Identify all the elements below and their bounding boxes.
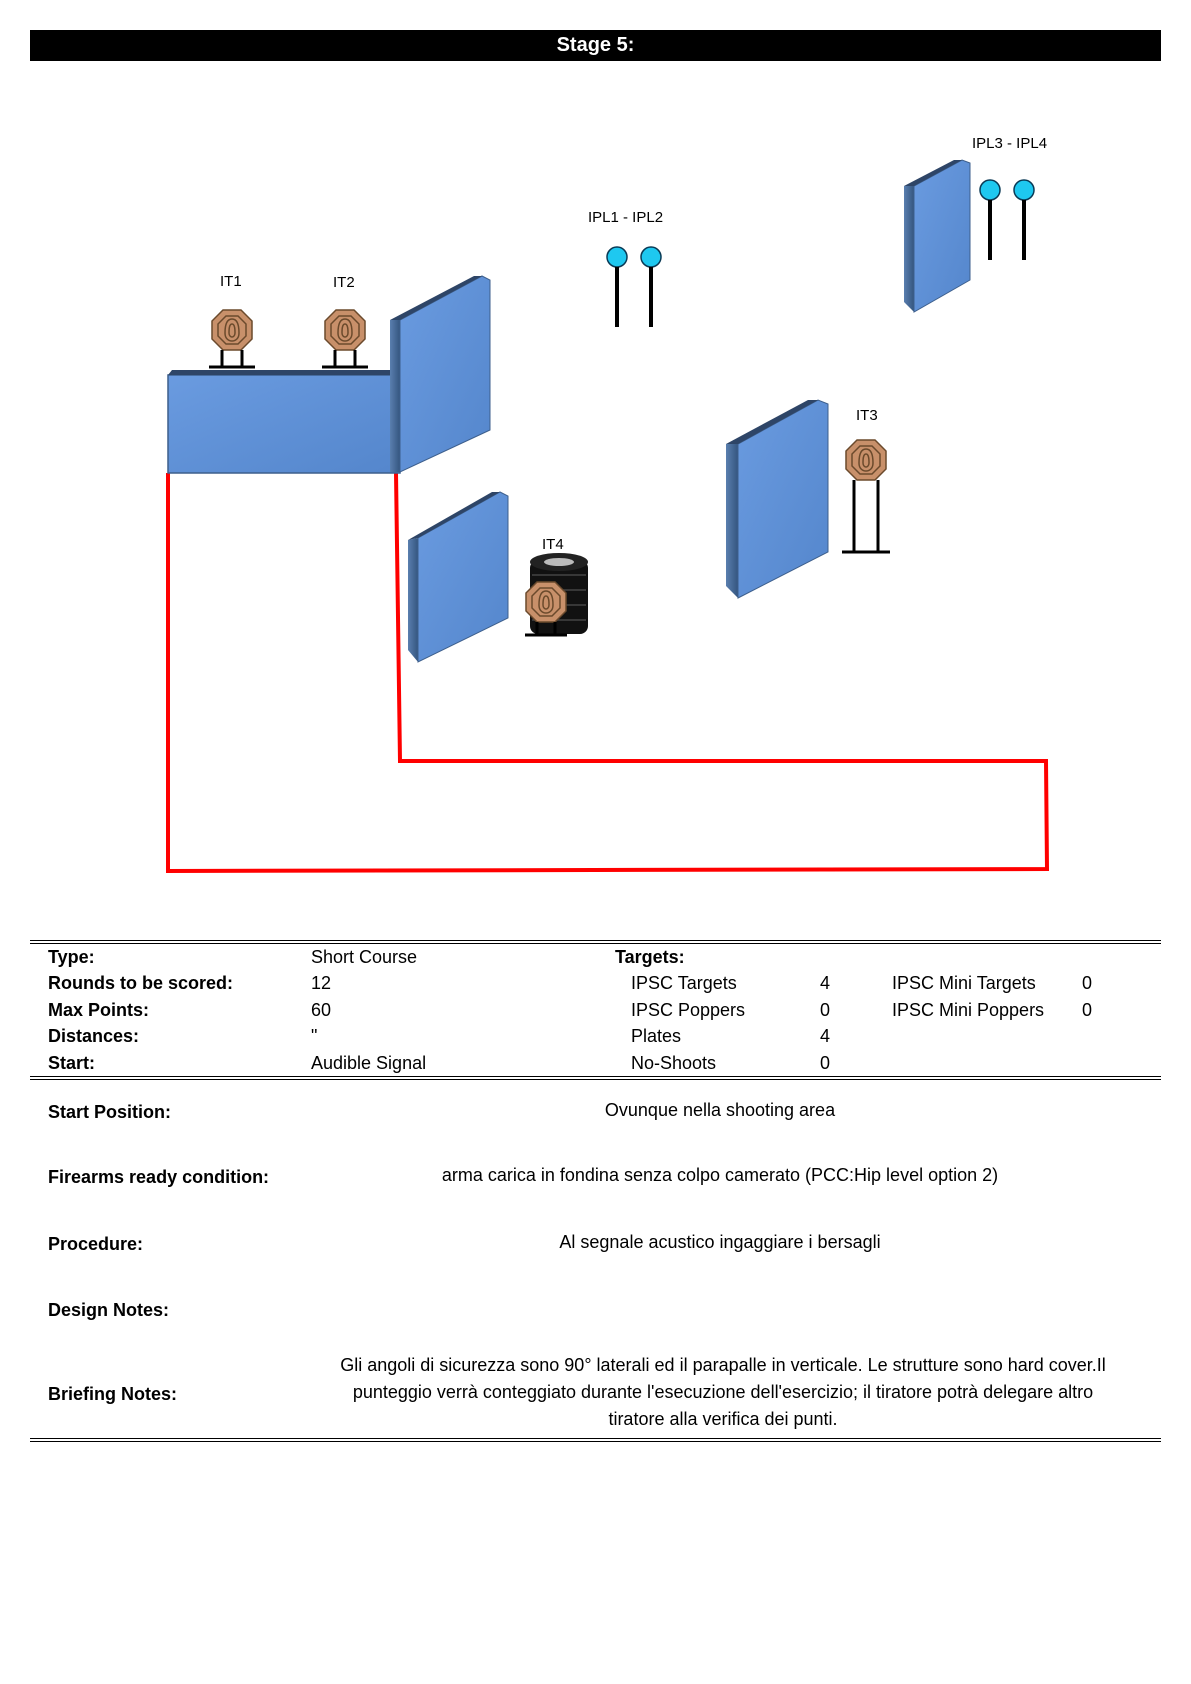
ipsc-poppers-label: IPSC Poppers	[631, 1000, 746, 1020]
rounds-value: 12	[311, 973, 332, 993]
wall-1	[390, 276, 490, 472]
wall-3	[726, 400, 828, 598]
rule-bottom	[30, 1438, 1161, 1442]
target-it3	[842, 440, 890, 552]
distances-label: Distances:	[48, 1026, 140, 1046]
targets-label: Targets:	[615, 947, 685, 967]
rule-middle	[30, 1076, 1161, 1080]
start-label: Start:	[48, 1053, 96, 1073]
ipsc-poppers-value: 0	[820, 1000, 831, 1020]
rule-top	[30, 940, 1161, 944]
ipsc-targets-value: 4	[820, 973, 831, 993]
rounds-label: Rounds to be scored:	[48, 973, 234, 993]
target-it4	[525, 553, 588, 635]
label-ipl34: IPL3 - IPL4	[972, 135, 1048, 152]
plates-label: Plates	[631, 1026, 682, 1046]
mini-targets-label: IPSC Mini Targets	[892, 973, 1036, 993]
label-it4: IT4	[542, 536, 564, 553]
plate-ipl3	[980, 180, 1000, 260]
procedure-label: Procedure:	[48, 1234, 144, 1254]
start-position-value: Ovunque nella shooting area	[604, 1100, 836, 1120]
plate-ipl1	[607, 247, 627, 327]
label-it2: IT2	[333, 274, 355, 291]
maxpoints-value: 60	[311, 1000, 332, 1020]
low-wall	[168, 370, 402, 473]
briefing-label: Briefing Notes:	[48, 1384, 178, 1404]
shooting-area-outline	[168, 473, 1047, 871]
maxpoints-label: Max Points:	[48, 1000, 150, 1020]
design-label: Design Notes:	[48, 1300, 170, 1320]
mini-poppers-value: 0	[1082, 1000, 1093, 1020]
label-ipl12: IPL1 - IPL2	[588, 209, 664, 226]
type-label: Type:	[48, 947, 95, 967]
briefing-value: Gli angoli di sicurezza sono 90° laterali ed il parapalle in verticale. Le strutture sono hard cover.Il punteggio verrà conteggiato durante l'esecuzione dell'esercizio; il tiratore potrà delegare altro tiratore alla verifica dei punti.	[340, 1355, 1106, 1429]
label-it1: IT1	[220, 273, 242, 290]
plate-ipl2	[641, 247, 661, 327]
noshoots-value: 0	[820, 1053, 831, 1073]
distances-value: "	[311, 1026, 318, 1046]
wall-4	[904, 160, 970, 312]
start-position-label: Start Position:	[48, 1102, 172, 1122]
start-value: Audible Signal	[311, 1053, 427, 1073]
plates-value: 4	[820, 1026, 831, 1046]
ipsc-targets-label: IPSC Targets	[631, 973, 737, 993]
target-it2	[322, 310, 368, 367]
label-it3: IT3	[856, 407, 878, 424]
wall-2	[408, 492, 508, 662]
procedure-value: Al segnale acustico ingaggiare i bersagli	[559, 1232, 881, 1252]
plate-ipl4	[1014, 180, 1034, 260]
mini-targets-value: 0	[1082, 973, 1093, 993]
noshoots-label: No-Shoots	[631, 1053, 717, 1073]
stage-title: Stage 5:	[30, 30, 1161, 61]
firearms-value: arma carica in fondina senza colpo camerato (PCC:Hip level option 2)	[441, 1165, 999, 1185]
target-it1	[209, 310, 255, 367]
firearms-label: Firearms ready condition:	[48, 1167, 270, 1187]
mini-poppers-label: IPSC Mini Poppers	[892, 1000, 1045, 1020]
type-value: Short Course	[311, 947, 418, 967]
